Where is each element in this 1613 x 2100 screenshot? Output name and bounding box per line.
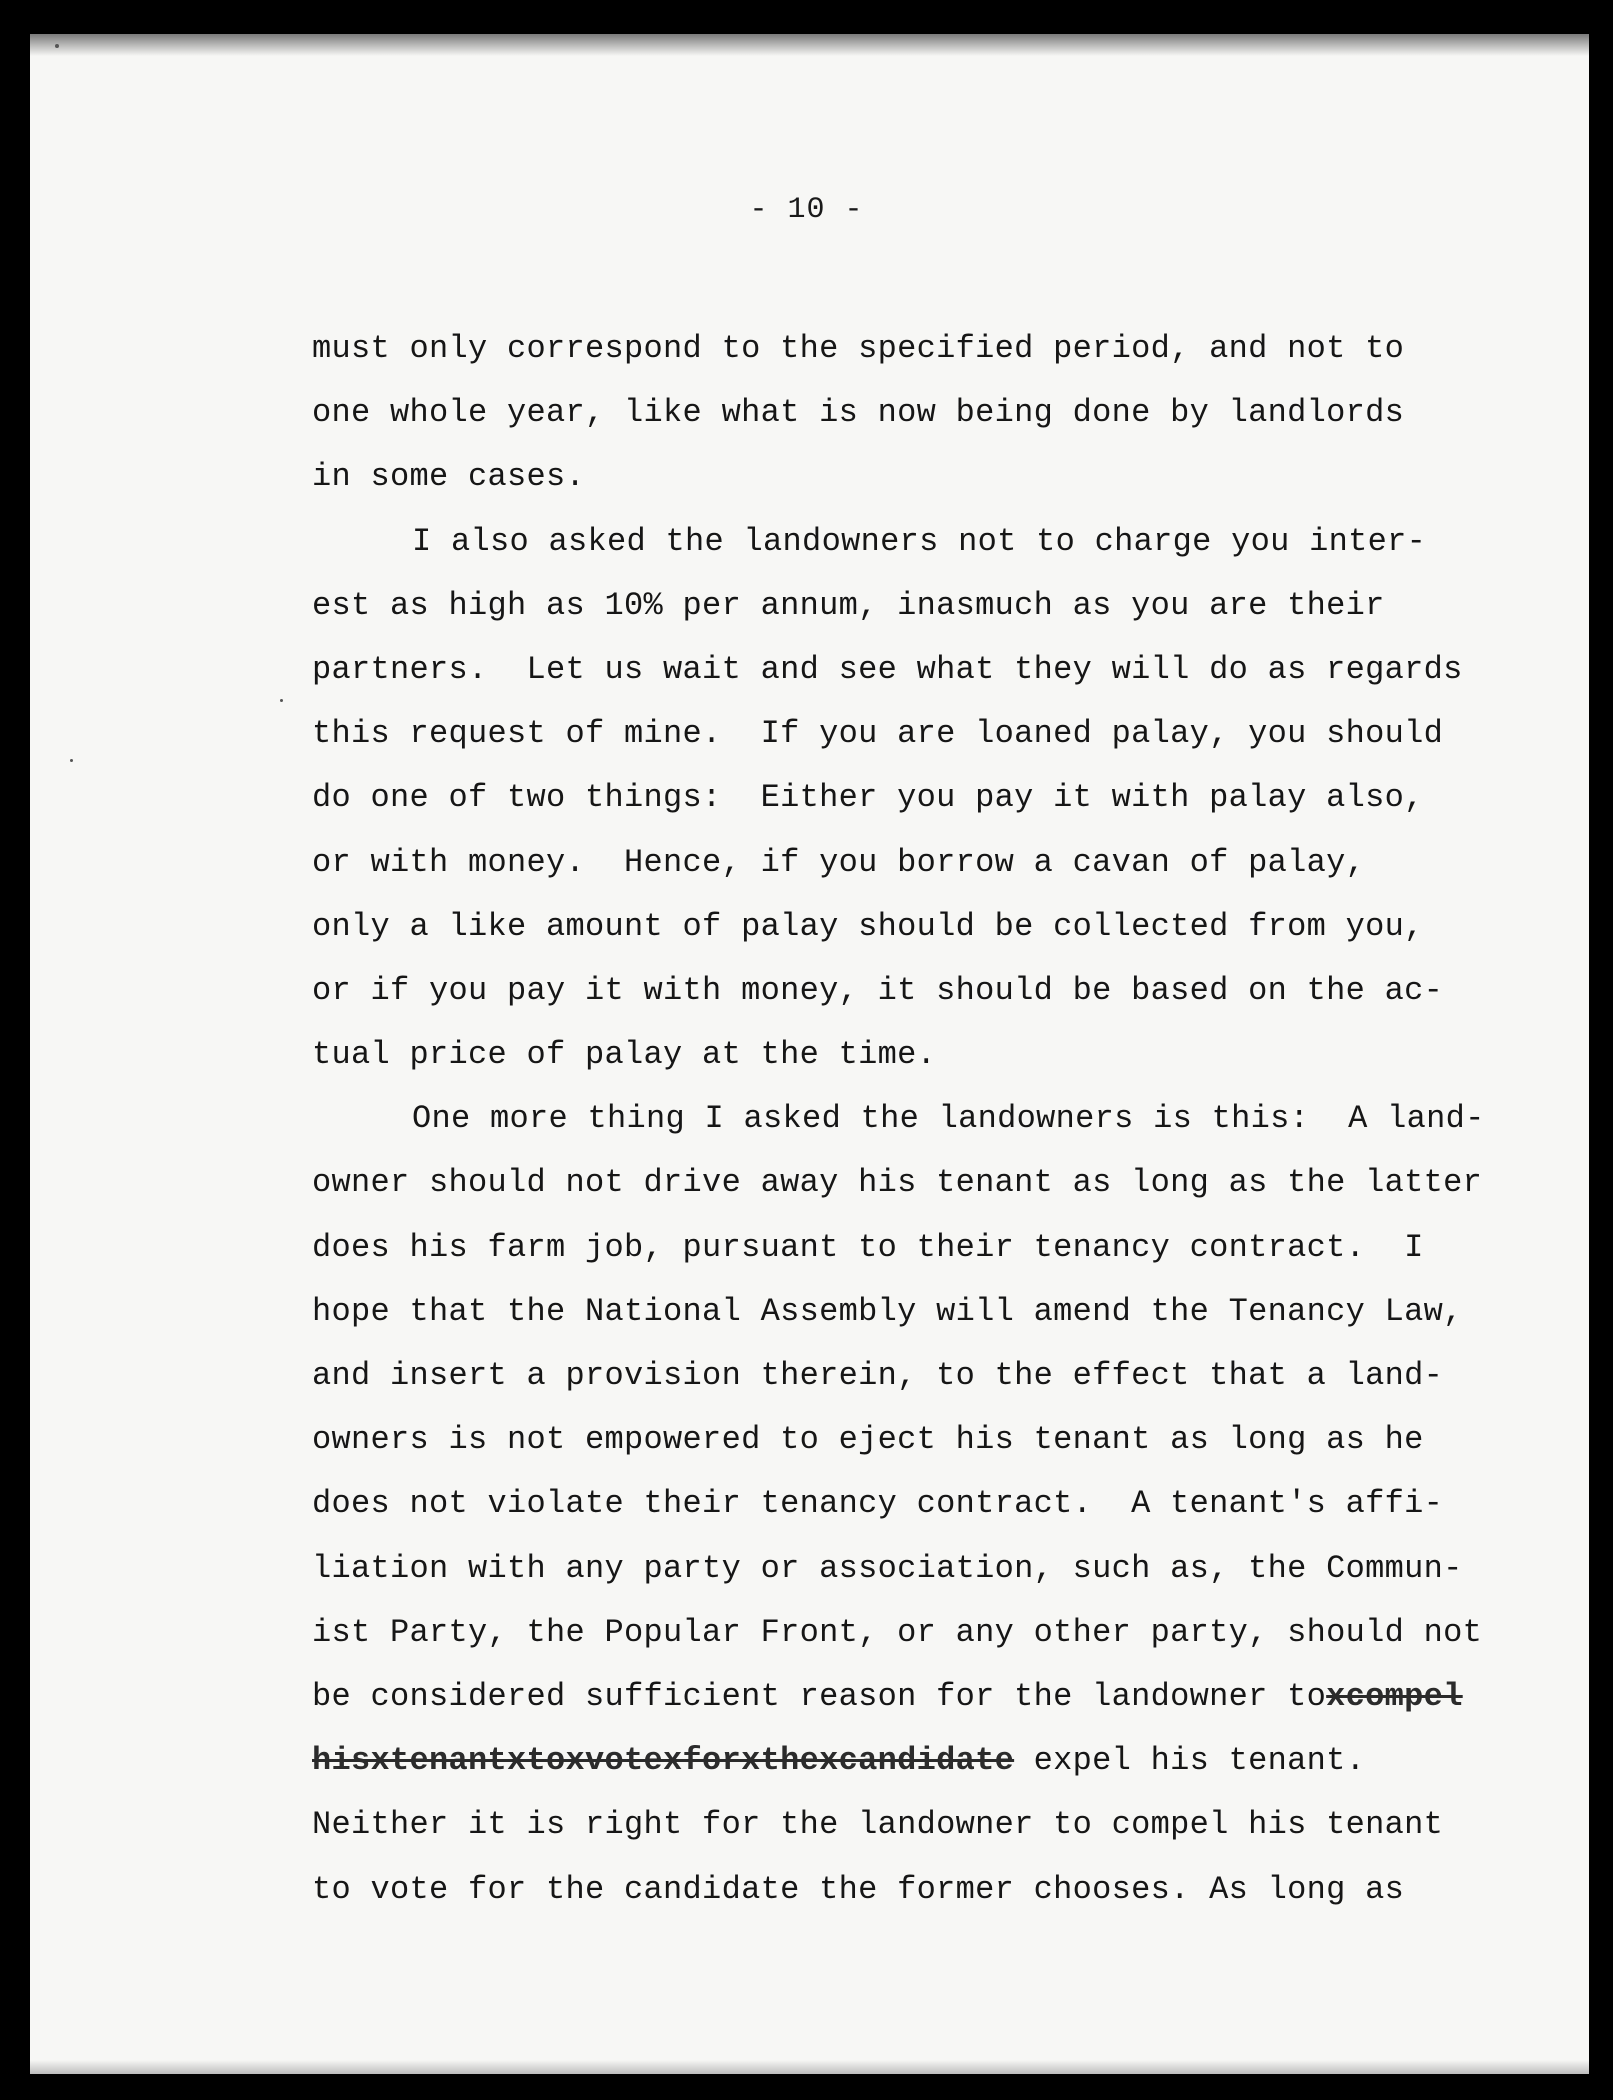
struck-text: hisxtenantxtoxvotexforxthexcandidate [312, 1742, 1015, 1780]
page-number: - 10 - [749, 193, 864, 227]
text-line: Neither it is right for the landowner to compel his tenant [312, 1806, 1444, 1844]
text-line: must only correspond to the specified period, and not to [312, 330, 1405, 367]
text-line: in some cases. [312, 458, 586, 496]
body-text [312, 317, 1612, 1922]
text-line: this request of mine. If you are loaned palay, you should [312, 715, 1444, 753]
text-line: or with money. Hence, if you borrow a cavan of palay, [312, 843, 1366, 881]
ink-speck [55, 44, 59, 48]
text-line: one whole year, like what is now being done by landlords [312, 394, 1405, 432]
text-line: to vote for the candidate the former chooses. As long as [312, 1870, 1405, 1908]
text-line: ist Party, the Popular Front, or any other party, should not [312, 1613, 1483, 1651]
text-line: only a like amount of palay should be collected from you, [312, 907, 1424, 945]
ink-speck [70, 759, 73, 762]
line-text: be considered sufficient reason for the landowner to [312, 1677, 1327, 1715]
text-line: partners. Let us wait and see what they will do as regards [312, 650, 1463, 688]
struck-text: xcompel [1326, 1677, 1463, 1715]
paragraph-start-line: I also asked the landowners not to charge you inter- [412, 522, 1427, 560]
text-line: est as high as 10% per annum, inasmuch as you are their [312, 586, 1385, 624]
text-line: owner should not drive away his tenant as long as the latter [312, 1164, 1483, 1202]
text-line: tual price of palay at the time. [312, 1036, 937, 1074]
text-line: or if you pay it with money, it should be based on the ac- [312, 971, 1444, 1009]
text-line: does not violate their tenancy contract. A tenant's affi- [312, 1485, 1444, 1523]
text-line: liation with any party or association, such as, the Commun- [312, 1549, 1463, 1587]
line-text: expel his tenant. [1033, 1742, 1366, 1780]
line-text-separator [1014, 1742, 1034, 1779]
text-line: does his farm job, pursuant to their tenancy contract. I [312, 1228, 1424, 1266]
ink-speck [280, 699, 283, 702]
text-line: do one of two things: Either you pay it with palay also, [312, 779, 1424, 817]
text-line: hope that the National Assembly will amend the Tenancy Law, [312, 1292, 1463, 1330]
text-line: and insert a provision therein, to the effect that a land- [312, 1357, 1444, 1394]
paragraph-start-line: One more thing I asked the landowners is this: A land- [412, 1100, 1485, 1138]
text-line-with-strikeout [312, 1665, 1612, 1729]
text-line-with-strikeout [312, 1729, 1612, 1793]
text-line: owners is not empowered to eject his tenant as long as he [312, 1421, 1424, 1459]
